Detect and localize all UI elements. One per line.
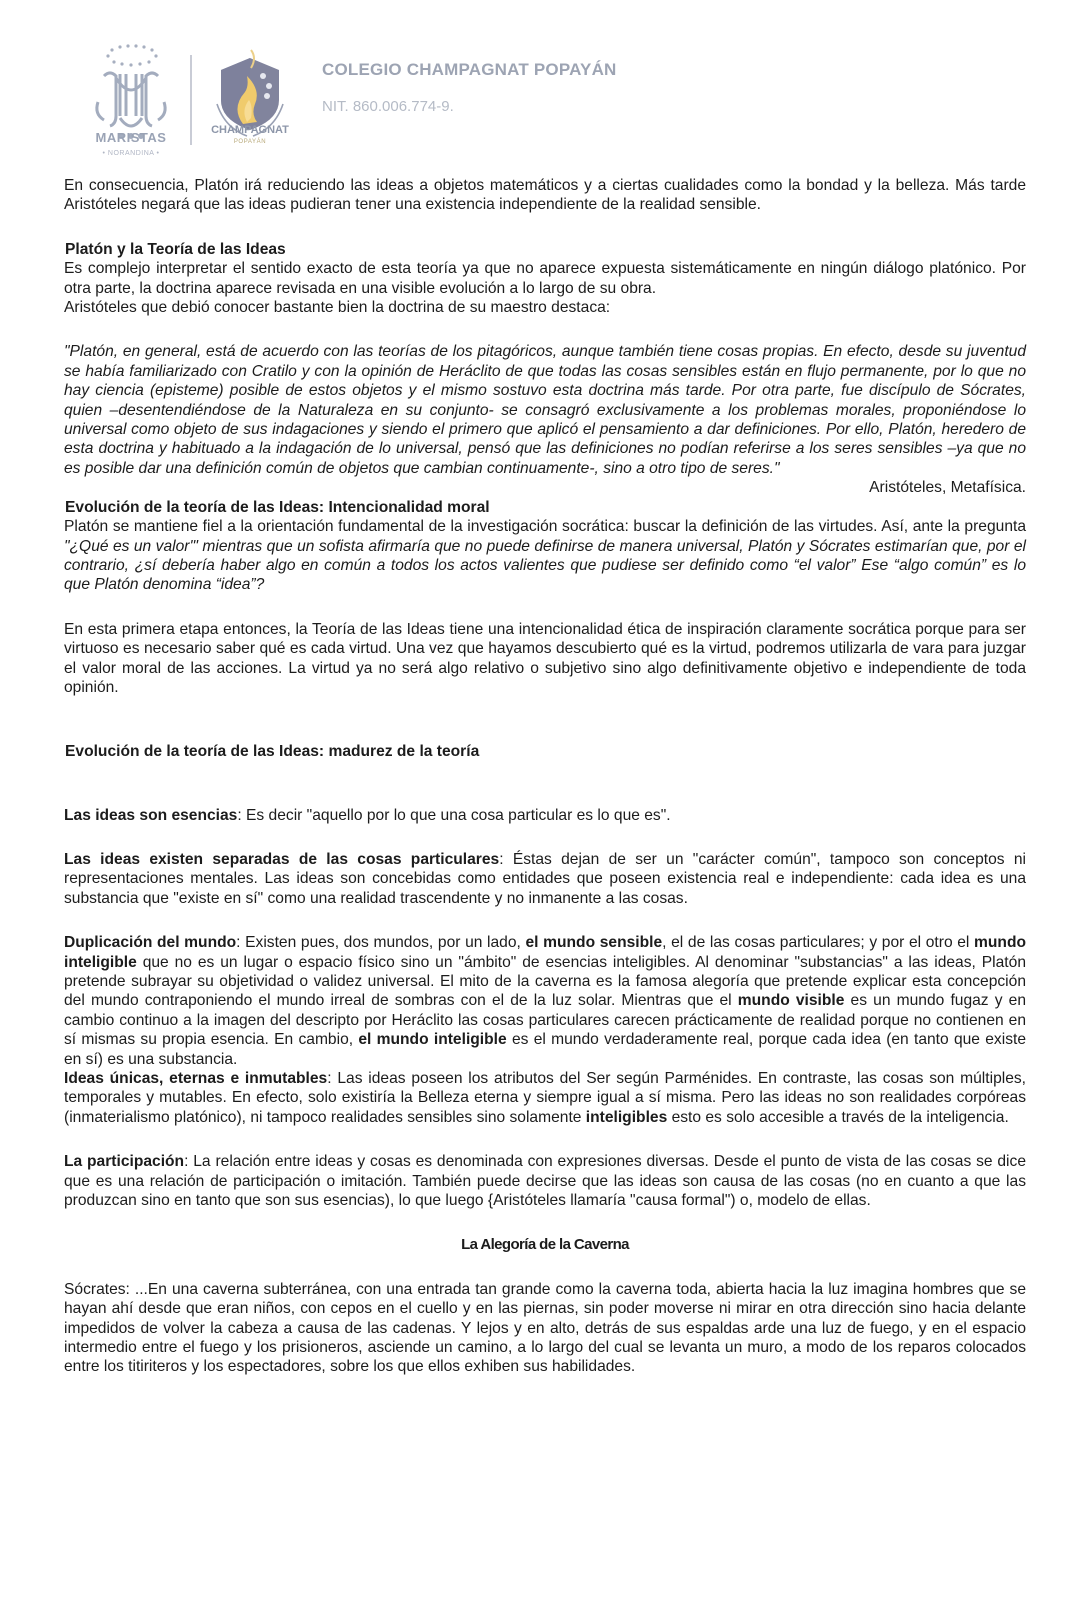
maristas-logo-title: MARISTAS [95,130,167,145]
paragraph: Platón se mantiene fiel a la orientación fundamental de la investigación socrática: buscar la definición de las virtudes. Así, ante la pregunta "¿Qué es un valor'" mientras que un sofista afirmaría que no puede definirse de manera universal, Platón y Sócrates estimarían que, por el contrario, ¿sí debería haber algo en común a todos los actos valientes que pudiese ser definido como “el valor” Ese “algo común” es lo que Platón denomina “idea”? [64,518,1026,594]
participacion-paragraph: La participación: La relación entre ideas y cosas es denominada con expresiones diversas. Desde el punto de vista de las cosas se dice que es una relación de participación o imitación. También puede decirse que las ideas son causa de las cosas (no en cuanto a que las produzcan sino en tanto que son sus esencias), lo que luego {Aristóteles llamaría "causa formal") o, modelo de ellas. [64,1153,1026,1210]
paragraph: Aristóteles que debió conocer bastante bien la doctrina de su maestro destaca: [64,299,611,317]
aristotle-quote: "Platón, en general, está de acuerdo con las teorías de los pitagóricos, aunque también tiene cosas propias. En efecto, desde su juventud se había familiarizado con Cratilo y con la opinión de Heráclito de que todas las cosas sensibles están en flujo permanente, por lo que no hay ciencia (episteme) posible de estos objetos y el mismo sostuvo esta doctrina más tarde. Por otra parte, fue discípulo de Sócrates, quien –desentendiéndose de la Naturaleza en su conjunto- se consagró exclusivamente a los problemas morales, proponiéndose lo universal como objeto de sus indagaciones y siendo el primero que aplicó el pensamiento a dar definiciones. Por ello, Platón, heredero de esta doctrina y habituado a la indagación de lo universal, pensó que las definiciones no podían referirse a los seres sensibles –ya que no es posible dar una definición común de objetos que cambian continuamente-, sino a otro tipo de seres." [64,343,1026,477]
section-title-madurez-teoria: Evolución de la teoría de las Ideas: madurez de la teoría [65,742,480,760]
champagnat-logo-subtitle: POPAYÁN [233,139,267,145]
unicas-paragraph: Ideas únicas, eternas e inmutables: Las ideas poseen los atributos del Ser según Parménides. En contraste, las cosas son múltiples, temporales y mutables. En efecto, solo existiría la Belleza eterna y siempre igual a sí misma. Pero las ideas no son realidades corpóreas (inmaterialismo platónico), ni tampoco realidades sensibles sino solamente inteligibles esto es solo accesible a través de la inteligencia. [64,1070,1027,1126]
paragraph: En esta primera etapa entonces, la Teoría de las Ideas tiene una intencionalidad ética de inspiración claramente socrática porque para ser virtuoso es necesario saber qué es cada virtud. Una vez que hayamos descubierto qué es la virtud, podremos utilizarla de vara para juzgar el valor moral de las acciones. La virtud ya no será algo relativo o subjetivo sino algo definitivamente objetivo e independiente de toda opinión. [64,620,1026,696]
champagnat-logo-title: CHAMPAGNAT [211,124,289,136]
document-header [0,0,1080,170]
section-title-caverna: La Alegoría de la Caverna [461,1236,629,1254]
intro-paragraph: En consecuencia, Platón irá reduciendo las ideas a objetos matemáticos y a ciertas cualidades como la bondad y la belleza. Más tarde Aristóteles negará que las ideas pudieran tener una existencia independiente de la realidad sensible. [64,177,1026,214]
duplicacion-paragraph: Duplicación del mundo: Existen pues, dos mundos, por un lado, el mundo sensible, el de las cosas particulares; y por el otro el mundo inteligible que no es un lugar o espacio físico sino un "ámbito" de esencias inteligibles. Al denominar "substancias" a las ideas, Platón pretende subrayar su objetividad o validez universal. El mito de la caverna es la famosa alegoría que pretende explicar esta concepción del mundo contraponiendo el mundo irreal de sombras con el de la luz solar. Mientras que el mundo visible es un mundo fugaz y en cambio continuo a la imagen del descripto por Heráclito las cosas particulares carecen prácticamente de realidad porque no contienen en sí mismas su propia esencia. En cambio, el mundo inteligible es el mundo verdaderamente real, porque cada idea (en tanto que existe en sí) es una substancia. [64,934,1026,1068]
school-nit: NIT. 860.006.774-9. [322,98,454,115]
maristas-logo-subtitle: • NORANDINA • [102,150,160,157]
school-name: COLEGIO CHAMPAGNAT POPAYÁN [322,60,617,79]
caverna-paragraph: Sócrates: ...En una caverna subterránea, con una entrada tan grande como la caverna toda, abierta hacia la luz imagina hombres que se hayan ahí desde que eran niños, con cepos en el cuello y en las piernas, sin poder moverse ni mirar en otra dirección sino hacia delante impedidos de volver la cabeza a causa de las cadenas. Y lejos y en alto, detrás de sus espaldas arde una luz de fuego, y en el espacio intermedio entre el fuego y los prisioneros, asciende un camino, a lo largo del cual se levanta un muro, a modo de los reparos colocados entre los titiriteros y los espectadores, sobre los que ellos exhiben sus habilidades. [64,1280,1026,1376]
section-title-teoria-ideas: Platón y la Teoría de las Ideas [65,240,286,258]
section-title-intencionalidad-moral: Evolución de la teoría de las Ideas: Intencionalidad moral [65,498,490,516]
document-body [64,176,1026,1377]
separadas-paragraph: Las ideas existen separadas de las cosas particulares: Éstas dejan de ser un "carácter común", tampoco son conceptos ni representaciones mentales. Las ideas son concebidas como entidades que poseen existencia real e independiente: cada idea es una substancia que "existe en sí" como una realidad trascendente y no inmanente a las cosas. [64,850,1026,907]
paragraph: Es complejo interpretar el sentido exacto de esta teoría ya que no aparece expuesta sistemáticamente en ningún diálogo platónico. Por otra parte, la doctrina aparece revisada en una visible evolución a lo largo de su obra. [64,260,1026,297]
maristas-logo-icon [90,42,172,164]
logo-divider [190,55,192,145]
quote-attribution: Aristóteles, Metafísica. [869,479,1026,497]
esencias-paragraph: Las ideas son esencias: Es decir "aquello por lo que una cosa particular es lo que es". [64,806,671,824]
